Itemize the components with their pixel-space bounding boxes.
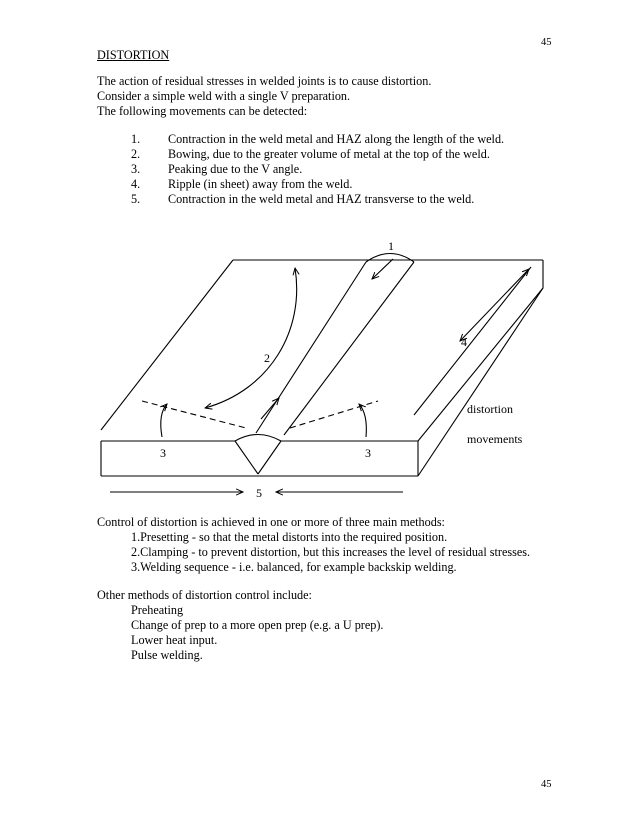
intro-line: The action of residual stresses in welded joints is to cause distortion.	[97, 74, 432, 88]
label-5: 5	[256, 486, 262, 500]
list-text: Peaking due to the V angle.	[168, 162, 303, 176]
v-weld-section	[235, 435, 281, 475]
list-text: Contraction in the weld metal and HAZ transverse to the weld.	[168, 192, 475, 206]
label-4: 4	[461, 335, 467, 349]
arrow-4-outer	[414, 267, 531, 415]
list-number: 4.	[131, 177, 141, 191]
list-number: 2.	[131, 147, 141, 161]
weld-bead	[256, 254, 414, 436]
list-text: Ripple (in sheet) away from the weld.	[168, 177, 353, 191]
arrow-up	[261, 398, 279, 419]
other-item: Lower heat input.	[131, 633, 218, 647]
caption-distortion: distortion	[467, 402, 514, 416]
page-number-bottom: 45	[541, 779, 552, 790]
list-text: Contraction in the weld metal and HAZ along the length of the weld.	[168, 132, 505, 146]
page-title: DISTORTION	[97, 48, 170, 62]
list-text: Bowing, due to the greater volume of metal at the top of the weld.	[168, 147, 490, 161]
arrow-3-right	[359, 404, 366, 437]
label-2: 2	[264, 351, 270, 365]
page-number-top: 45	[541, 37, 552, 48]
list-number: 3.	[131, 162, 141, 176]
caption-movements: movements	[467, 432, 523, 446]
label-3-right: 3	[365, 446, 371, 460]
control-item: 2.Clamping - to prevent distortion, but this increases the level of residual stresses.	[131, 545, 531, 559]
other-item: Change of prep to a more open prep (e.g. a U prep).	[131, 618, 384, 632]
arrow-2	[205, 268, 297, 408]
other-item: Pulse welding.	[131, 648, 203, 662]
other-item: Preheating	[131, 603, 184, 617]
control-item: 1.Presetting - so that the metal distorts into the required position.	[131, 530, 448, 544]
other-intro: Other methods of distortion control include:	[97, 588, 312, 602]
peaking-line-left	[142, 401, 246, 428]
arrow-4-inner	[460, 269, 529, 341]
arrow-3-left	[161, 404, 167, 437]
label-1: 1	[388, 239, 394, 253]
intro-line: Consider a simple weld with a single V preparation.	[97, 89, 351, 103]
list-number: 1.	[131, 132, 141, 146]
list-number: 5.	[131, 192, 141, 206]
control-item: 3.Welding sequence - i.e. balanced, for example backskip welding.	[131, 560, 457, 574]
control-intro: Control of distortion is achieved in one or more of three main methods:	[97, 515, 445, 529]
arrow-1	[372, 259, 393, 279]
label-3-left: 3	[160, 446, 166, 460]
intro-line: The following movements can be detected:	[97, 104, 308, 118]
